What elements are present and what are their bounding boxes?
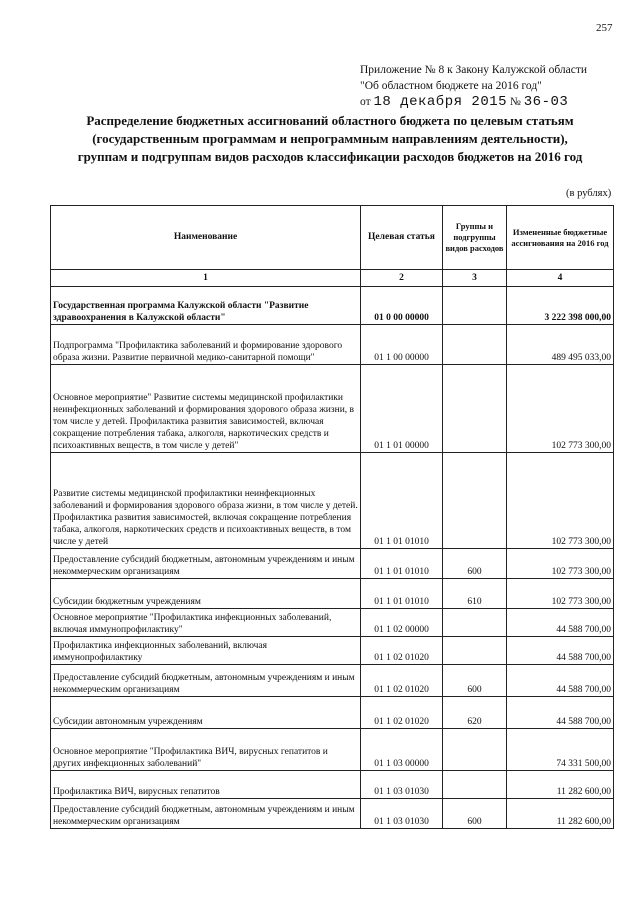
row-code: 01 0 00 00000 (361, 287, 443, 325)
appendix-reference (360, 62, 587, 110)
row-code: 01 1 02 01020 (361, 665, 443, 697)
row-amount: 489 495 033,00 (507, 325, 614, 365)
row-group (443, 325, 507, 365)
column-number-row (51, 270, 614, 287)
table-row (51, 665, 614, 697)
row-group (443, 453, 507, 549)
appendix-number: 36-03 (523, 94, 569, 110)
row-name: Субсидии бюджетным учреждениям (51, 579, 361, 609)
row-name: Субсидии автономным учреждениям (51, 697, 361, 729)
row-group: 610 (443, 579, 507, 609)
row-code: 01 1 01 01010 (361, 549, 443, 579)
row-amount: 102 773 300,00 (507, 365, 614, 453)
row-name: Основное мероприятие "Профилактика инфекционных заболеваний, включая иммунопрофилактику" (51, 609, 361, 637)
row-group: 600 (443, 549, 507, 579)
row-code: 01 1 02 00000 (361, 609, 443, 637)
appendix-date-line (360, 94, 587, 110)
budget-table (50, 205, 614, 829)
row-group (443, 729, 507, 771)
row-amount: 44 588 700,00 (507, 637, 614, 665)
row-name: Подпрограмма "Профилактика заболеваний и формирование здорового образа жизни. Развитие первичной медико-санитарной помощи" (51, 325, 361, 365)
row-amount: 74 331 500,00 (507, 729, 614, 771)
title-line-1: Распределение бюджетных ассигнований областного бюджета по целевым статьям (86, 113, 574, 128)
header-code: Целевая статья (361, 206, 443, 270)
row-code: 01 1 00 00000 (361, 325, 443, 365)
row-group (443, 609, 507, 637)
row-amount: 44 588 700,00 (507, 665, 614, 697)
table-row (51, 637, 614, 665)
table-row (51, 549, 614, 579)
title-line-2: (государственным программам и непрограммным направлениям деятельности), (92, 131, 568, 146)
unit-label: (в рублях) (566, 188, 612, 199)
table-row (51, 609, 614, 637)
row-amount: 3 222 398 000,00 (507, 287, 614, 325)
row-amount: 102 773 300,00 (507, 549, 614, 579)
row-code: 01 1 02 01020 (361, 697, 443, 729)
row-amount: 11 282 600,00 (507, 799, 614, 829)
row-group: 600 (443, 665, 507, 697)
row-name: Основное мероприятие "Профилактика ВИЧ, вирусных гепатитов и других инфекционных заболеваний" (51, 729, 361, 771)
table-header-row (51, 206, 614, 270)
page-number: 257 (596, 22, 613, 34)
row-code: 01 1 03 01030 (361, 799, 443, 829)
row-name: Развитие системы медицинской профилактики неинфекционных заболеваний и формирования здорового образа жизни, в том числе у детей. Профилактика развития зависимостей, включая сокращение потребления табака, алкоголя, наркотических средств и психоактивных веществ, в том числе у детей (51, 453, 361, 549)
title-line-3: группам и подгруппам видов расходов классификации расходов бюджетов на 2016 год (77, 149, 583, 164)
table-row (51, 325, 614, 365)
row-amount: 44 588 700,00 (507, 697, 614, 729)
appendix-number-sign: № (509, 96, 521, 108)
row-amount: 44 588 700,00 (507, 609, 614, 637)
row-name: Предоставление субсидий бюджетным, автономным учреждениям и иным некоммерческим организациям (51, 549, 361, 579)
row-name: Государственная программа Калужской области "Развитие здравоохранения в Калужской области" (51, 287, 361, 325)
column-number: 2 (361, 270, 443, 287)
table-row (51, 729, 614, 771)
row-name: Профилактика инфекционных заболеваний, включая иммунопрофилактику (51, 637, 361, 665)
row-name: Основное мероприятие" Развитие системы медицинской профилактики неинфекционных заболеваний и формирования здорового образа жизни, в том числе у детей. Профилактика развития зависимостей, включая сокращение потребления табака, алкоголя, наркотических средств и психоактивных веществ, в том числе у детей" (51, 365, 361, 453)
row-group (443, 287, 507, 325)
row-group: 600 (443, 799, 507, 829)
document-title (30, 112, 630, 166)
row-name: Профилактика ВИЧ, вирусных гепатитов (51, 771, 361, 799)
row-name: Предоставление субсидий бюджетным, автономным учреждениям и иным некоммерческим организациям (51, 799, 361, 829)
table-row (51, 365, 614, 453)
table-row (51, 453, 614, 549)
row-code: 01 1 03 00000 (361, 729, 443, 771)
row-group: 620 (443, 697, 507, 729)
table-row (51, 771, 614, 799)
table-row (51, 287, 614, 325)
row-code: 01 1 03 01030 (361, 771, 443, 799)
row-code: 01 1 01 00000 (361, 365, 443, 453)
column-number: 4 (507, 270, 614, 287)
row-code: 01 1 01 01010 (361, 453, 443, 549)
row-code: 01 1 02 01020 (361, 637, 443, 665)
row-code: 01 1 01 01010 (361, 579, 443, 609)
row-amount: 11 282 600,00 (507, 771, 614, 799)
appendix-line-1: Приложение № 8 к Закону Калужской области (360, 64, 588, 76)
appendix-line-2: "Об областном бюджете на 2016 год" (360, 80, 542, 92)
column-number: 3 (443, 270, 507, 287)
row-group (443, 771, 507, 799)
table-row (51, 697, 614, 729)
table-row (51, 799, 614, 829)
row-name: Предоставление субсидий бюджетным, автономным учреждениям и иным некоммерческим организациям (51, 665, 361, 697)
appendix-date: 18 декабря 2015 (373, 94, 508, 110)
header-name: Наименование (51, 206, 361, 270)
row-group (443, 637, 507, 665)
header-group: Группы и подгруппы видов расходов (443, 206, 507, 270)
row-group (443, 365, 507, 453)
row-amount: 102 773 300,00 (507, 453, 614, 549)
table-row (51, 579, 614, 609)
appendix-from: от (360, 96, 371, 108)
column-number: 1 (51, 270, 361, 287)
header-amount: Измененные бюджетные ассигнования на 2016 год (507, 206, 614, 270)
row-amount: 102 773 300,00 (507, 579, 614, 609)
